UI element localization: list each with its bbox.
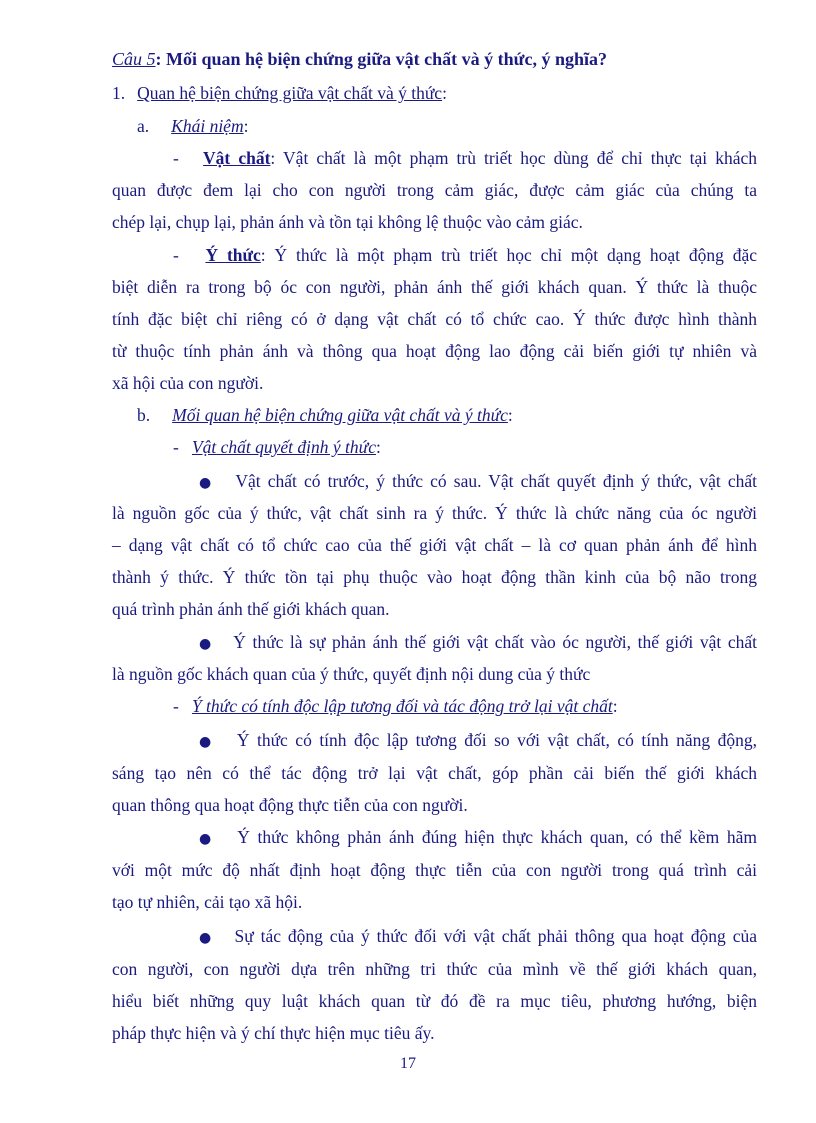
paragraph-line: con người, con người dựa trên những tri thức của mình về thế giới khách quan, [112,959,757,979]
b1-title: Vật chất quyết định ý thức [191,437,376,457]
paragraph-line: pháp thực hiện và ý chí thực hiện mục tiêu ấy. [112,1023,435,1043]
b2-heading [173,695,618,717]
paragraph-line: thành ý thức. Ý thức tồn tại phụ thuộc vào hoạt động thần kinh của bộ não trong [112,567,757,587]
paragraph-line: Ý thức không phản ánh đúng hiện thực khách quan, có thể kềm hãm [237,827,758,847]
bullet-paragraph-line-1 [199,470,757,494]
paragraph-line: với một mức độ nhất định hoạt động thực tiễn của con người trong quá trình cải [112,860,757,880]
vat-chat-term: Vật chất [203,148,271,168]
sub-b-title: Mối quan hệ biện chứng giữa vật chất và ý thức [172,405,508,425]
bullet-dot: ● [199,831,215,847]
section-1-colon: : [442,83,447,103]
paragraph-line: hiểu biết những quy luật khách quan từ đó đề ra mục tiêu, phương hướng, biện [112,991,757,1011]
section-1-number: 1. [112,83,126,103]
bullet-paragraph-line-1 [199,925,757,949]
bullet-dot: ● [199,636,214,652]
paragraph-line: Vật chất có trước, ý thức có sau. Vật chất quyết định ý thức, vật chất [235,471,758,491]
section-1-title: Quan hệ biện chứng giữa vật chất và ý thức [137,83,443,103]
paragraph-line: là nguồn gốc của ý thức, vật chất sinh ra ý thức. Ý thức là chức năng của óc người [112,503,757,523]
dash-marker: - [173,148,179,168]
paragraph-line: tạo tự nhiên, cải tạo xã hội. [112,892,303,912]
paragraph-line: : Vật chất là một phạm trù triết học dùng để chỉ thực tại khách [270,148,758,168]
bullet-dot: ● [199,475,214,491]
dash-marker: - [173,437,179,457]
paragraph-line: Ý thức là sự phản ánh thế giới vật chất vào óc người, thế giới vật chất [233,632,757,652]
page-number: 17 [400,1055,416,1072]
paragraph-line: từ thuộc tính phản ánh và thông qua hoạt động lao động cải biến giới tự nhiên và [112,341,757,361]
bullet-paragraph-line-1 [199,631,757,655]
vat-chat-definition-line-1 [173,147,757,169]
paragraph-line: – dạng vật chất có tổ chức cao của thế giới vật chất – là cơ quan phản ánh để hình [112,535,757,555]
sub-b-heading [137,404,513,426]
paragraph-line: quan thông qua hoạt động thực tiễn của con người. [112,795,468,815]
b2-title: Ý thức có tính độc lập tương đối và tác động trở lại vật chất [191,696,613,716]
question-title: : Mối quan hệ biện chứng giữa vật chất và ý thức, ý nghĩa? [155,49,607,69]
sub-a-heading [137,115,248,137]
bullet-dot: ● [199,930,214,946]
bullet-paragraph-line-1 [199,826,757,850]
paragraph-line: quan được đem lại cho con người trong cảm giác, được cảm giác của chúng ta [112,180,757,200]
paragraph-line: Ý thức có tính độc lập tương đối so với vật chất, có tính năng động, [236,730,758,750]
section-1-heading [112,82,447,104]
y-thuc-term: Ý thức [205,245,261,265]
dash-marker: - [173,696,179,716]
question-label: Câu 5 [112,49,156,69]
paragraph-line: biệt diễn ra trong bộ óc con người, phản ánh thế giới khách quan. Ý thức là thuộc [112,277,757,297]
paragraph-line: chép lại, chụp lại, phản ánh và tồn tại không lệ thuộc vào cảm giác. [112,212,583,232]
sub-a-title: Khái niệm [171,116,244,136]
b2-colon: : [612,696,618,716]
paragraph-line: xã hội của con người. [112,373,264,393]
paragraph-line: tính đặc biệt chỉ riêng có ở dạng vật chất có tổ chức cao. Ý thức được hình thành [112,309,757,329]
bullet-paragraph-line-1 [199,729,757,753]
sub-a-colon: : [243,116,249,136]
sub-b-colon: : [507,405,513,425]
paragraph-line: quá trình phản ánh thế giới khách quan. [112,599,390,619]
question-heading [112,48,607,70]
bullet-dot: ● [199,734,215,750]
sub-b-letter: b. [137,405,151,425]
b1-heading [173,436,381,458]
paragraph-line: là nguồn gốc khách quan của ý thức, quyết định nội dung của ý thức [112,664,591,684]
paragraph-line: : Ý thức là một phạm trù triết học chỉ một dạng hoạt động đặc [260,245,758,265]
sub-a-letter: a. [137,116,150,136]
paragraph-line: sáng tạo nên có thể tác động trở lại vật chất, góp phần cải biến thế giới khách [112,763,757,783]
paragraph-line: Sự tác động của ý thức đối với vật chất phải thông qua hoạt động của [234,926,757,946]
dash-marker: - [173,245,179,265]
b1-colon: : [375,437,381,457]
y-thuc-definition-line-1 [173,244,757,266]
